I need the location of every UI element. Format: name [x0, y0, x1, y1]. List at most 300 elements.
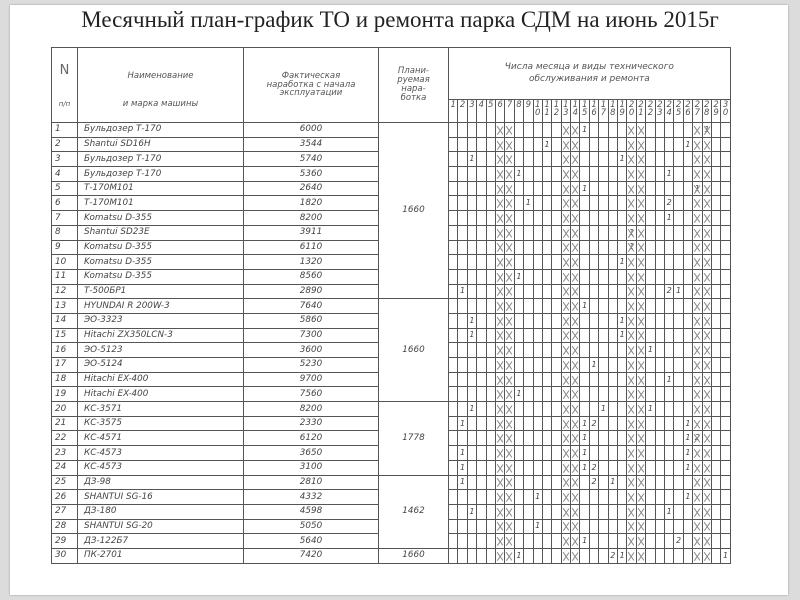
- day-cell: [458, 211, 467, 226]
- day-cell: [721, 460, 730, 475]
- day-header: 24: [664, 100, 673, 123]
- day-cell: [674, 402, 683, 417]
- day-cell: [514, 255, 523, 270]
- day-cell: [636, 504, 645, 519]
- day-cell: [458, 123, 467, 138]
- day-cell: [636, 372, 645, 387]
- day-cell: [664, 137, 673, 152]
- maintenance-mark: 1: [664, 504, 673, 519]
- day-cell: [674, 211, 683, 226]
- day-cell: [683, 534, 692, 549]
- day-cell: [524, 504, 533, 519]
- day-header: 28: [702, 100, 711, 123]
- day-cell: [674, 152, 683, 167]
- day-cell: [636, 313, 645, 328]
- day-cell: [533, 269, 542, 284]
- day-cell: [599, 313, 608, 328]
- day-cell: [674, 225, 683, 240]
- planned-runtime: 1660: [379, 299, 449, 402]
- day-cell: [627, 299, 636, 314]
- row-number: 4: [52, 167, 78, 182]
- day-cell: [627, 372, 636, 387]
- day-cell: [486, 328, 495, 343]
- actual-runtime: 5640: [244, 534, 379, 549]
- day-cell: [467, 240, 476, 255]
- day-cell: [655, 402, 664, 417]
- day-cell: [561, 137, 570, 152]
- day-cell: [636, 152, 645, 167]
- day-cell: [721, 313, 730, 328]
- machine-name: SHANTUI SG-20: [78, 519, 244, 534]
- maintenance-mark: 1: [524, 196, 533, 211]
- day-cell: [702, 152, 711, 167]
- actual-runtime: 7300: [244, 328, 379, 343]
- day-cell: [683, 402, 692, 417]
- day-cell: [608, 460, 617, 475]
- actual-runtime: 6120: [244, 431, 379, 446]
- day-cell: [477, 504, 486, 519]
- day-cell: [449, 372, 458, 387]
- day-cell: [608, 299, 617, 314]
- day-cell: [618, 123, 627, 138]
- day-cell: [477, 431, 486, 446]
- day-cell: [477, 167, 486, 182]
- day-header: 29: [711, 100, 720, 123]
- actual-runtime: 5740: [244, 152, 379, 167]
- day-cell: [571, 387, 580, 402]
- machine-name: КС-3575: [78, 416, 244, 431]
- actual-runtime: 5230: [244, 358, 379, 373]
- day-cell: [561, 123, 570, 138]
- day-cell: [505, 211, 514, 226]
- day-cell: [655, 490, 664, 505]
- day-cell: [664, 255, 673, 270]
- row-number: 9: [52, 240, 78, 255]
- maintenance-mark: 1: [514, 548, 523, 563]
- day-cell: [571, 548, 580, 563]
- day-cell: [467, 284, 476, 299]
- day-cell: [542, 269, 551, 284]
- day-cell: [711, 372, 720, 387]
- day-cell: [711, 460, 720, 475]
- day-cell: [580, 284, 589, 299]
- day-cell: [486, 211, 495, 226]
- day-cell: [627, 431, 636, 446]
- planned-runtime: 1462: [379, 475, 449, 548]
- day-cell: [646, 167, 655, 182]
- day-cell: [571, 269, 580, 284]
- day-cell: [467, 490, 476, 505]
- day-cell: [524, 152, 533, 167]
- day-cell: [646, 387, 655, 402]
- table-body: [52, 123, 731, 564]
- day-cell: [458, 548, 467, 563]
- day-cell: [655, 137, 664, 152]
- day-cell: [542, 490, 551, 505]
- day-cell: [524, 402, 533, 417]
- day-cell: [618, 504, 627, 519]
- day-cell: [524, 240, 533, 255]
- maintenance-mark: 1: [580, 416, 589, 431]
- day-cell: [618, 534, 627, 549]
- day-cell: [599, 299, 608, 314]
- day-cell: [458, 343, 467, 358]
- day-cell: [721, 299, 730, 314]
- day-cell: [458, 387, 467, 402]
- day-cell: [693, 196, 702, 211]
- day-cell: [467, 225, 476, 240]
- day-cell: [702, 460, 711, 475]
- machine-name: Т-170М101: [78, 181, 244, 196]
- day-cell: [524, 225, 533, 240]
- day-cell: [599, 269, 608, 284]
- day-cell: [552, 548, 561, 563]
- day-cell: [571, 137, 580, 152]
- day-cell: [608, 137, 617, 152]
- day-cell: [467, 446, 476, 461]
- maintenance-mark: 1: [683, 460, 692, 475]
- day-cell: [702, 284, 711, 299]
- day-cell: [561, 519, 570, 534]
- maintenance-mark: 1: [664, 372, 673, 387]
- day-cell: [467, 548, 476, 563]
- maintenance-mark: 1: [467, 402, 476, 417]
- maintenance-mark: 1: [693, 181, 702, 196]
- day-cell: [533, 225, 542, 240]
- day-cell: [467, 123, 476, 138]
- day-cell: [467, 255, 476, 270]
- day-cell: [533, 123, 542, 138]
- day-cell: [514, 328, 523, 343]
- day-cell: [571, 490, 580, 505]
- row-number: 29: [52, 534, 78, 549]
- day-cell: [589, 504, 598, 519]
- day-cell: [721, 137, 730, 152]
- day-cell: [636, 490, 645, 505]
- day-cell: [514, 196, 523, 211]
- day-cell: [608, 196, 617, 211]
- day-cell: [542, 181, 551, 196]
- machine-name: ЭО-3323: [78, 313, 244, 328]
- day-cell: [636, 284, 645, 299]
- day-cell: [542, 343, 551, 358]
- day-cell: [721, 490, 730, 505]
- day-cell: [542, 196, 551, 211]
- day-cell: [467, 475, 476, 490]
- day-cell: [561, 402, 570, 417]
- row-number: 14: [52, 313, 78, 328]
- day-cell: [664, 123, 673, 138]
- day-cell: [683, 152, 692, 167]
- day-cell: [646, 196, 655, 211]
- day-cell: [458, 372, 467, 387]
- day-cell: [655, 387, 664, 402]
- header-number-symbol: N: [59, 63, 70, 78]
- day-cell: [693, 416, 702, 431]
- day-cell: [552, 504, 561, 519]
- machine-name: ДЗ-98: [78, 475, 244, 490]
- day-cell: [636, 431, 645, 446]
- day-cell: [646, 534, 655, 549]
- day-cell: [477, 490, 486, 505]
- day-cell: [693, 460, 702, 475]
- day-header: 19: [618, 100, 627, 123]
- day-cell: [514, 152, 523, 167]
- day-cell: [533, 548, 542, 563]
- maintenance-mark: 1: [664, 167, 673, 182]
- day-cell: [552, 196, 561, 211]
- maintenance-mark: 2: [589, 460, 598, 475]
- day-cell: [477, 313, 486, 328]
- day-cell: [674, 328, 683, 343]
- day-cell: [721, 372, 730, 387]
- machine-name: ЭО-5124: [78, 358, 244, 373]
- day-cell: [458, 152, 467, 167]
- day-cell: [477, 475, 486, 490]
- day-cell: [711, 387, 720, 402]
- day-cell: [646, 328, 655, 343]
- day-cell: [636, 181, 645, 196]
- day-cell: [627, 181, 636, 196]
- day-cell: [477, 137, 486, 152]
- day-cell: [636, 460, 645, 475]
- day-cell: [495, 255, 504, 270]
- day-cell: [514, 284, 523, 299]
- day-cell: [552, 269, 561, 284]
- day-cell: [495, 475, 504, 490]
- day-cell: [683, 328, 692, 343]
- day-cell: [533, 431, 542, 446]
- day-cell: [646, 504, 655, 519]
- day-cell: [599, 225, 608, 240]
- day-cell: [524, 446, 533, 461]
- day-cell: [721, 446, 730, 461]
- day-cell: [599, 196, 608, 211]
- table-row: [52, 402, 731, 417]
- day-cell: [711, 504, 720, 519]
- day-cell: [467, 167, 476, 182]
- day-cell: [636, 167, 645, 182]
- day-cell: [711, 152, 720, 167]
- day-cell: [561, 255, 570, 270]
- day-cell: [599, 137, 608, 152]
- day-cell: [477, 460, 486, 475]
- day-cell: [608, 167, 617, 182]
- day-cell: [542, 123, 551, 138]
- day-cell: [552, 225, 561, 240]
- day-cell: [486, 255, 495, 270]
- day-cell: [467, 269, 476, 284]
- day-cell: [552, 181, 561, 196]
- machine-name: Shantui SD16H: [78, 137, 244, 152]
- day-cell: [683, 358, 692, 373]
- day-cell: [711, 225, 720, 240]
- day-cell: [711, 123, 720, 138]
- day-cell: [477, 328, 486, 343]
- day-cell: [618, 372, 627, 387]
- day-cell: [683, 225, 692, 240]
- day-cell: [721, 402, 730, 417]
- day-cell: [646, 358, 655, 373]
- day-cell: [589, 284, 598, 299]
- actual-runtime: 7420: [244, 548, 379, 563]
- actual-runtime: 2810: [244, 475, 379, 490]
- day-cell: [636, 240, 645, 255]
- day-cell: [486, 548, 495, 563]
- day-cell: [589, 431, 598, 446]
- day-cell: [721, 181, 730, 196]
- day-cell: [608, 358, 617, 373]
- day-cell: [608, 519, 617, 534]
- day-cell: [533, 152, 542, 167]
- actual-runtime: 3650: [244, 446, 379, 461]
- actual-runtime: 2640: [244, 181, 379, 196]
- maintenance-mark: 1: [702, 123, 711, 138]
- day-cell: [599, 460, 608, 475]
- day-cell: [505, 167, 514, 182]
- day-cell: [542, 387, 551, 402]
- day-cell: [580, 358, 589, 373]
- day-cell: [505, 402, 514, 417]
- day-cell: [608, 402, 617, 417]
- day-cell: [702, 387, 711, 402]
- day-cell: [486, 167, 495, 182]
- day-cell: [486, 446, 495, 461]
- maintenance-mark: 1: [458, 475, 467, 490]
- machine-name: ДЗ-180: [78, 504, 244, 519]
- header-name-line2: и марка машины: [122, 98, 199, 109]
- day-cell: [495, 225, 504, 240]
- day-cell: [618, 181, 627, 196]
- day-cell: [458, 225, 467, 240]
- day-cell: [449, 181, 458, 196]
- day-cell: [552, 475, 561, 490]
- day-cell: [618, 269, 627, 284]
- day-cell: [561, 431, 570, 446]
- day-cell: [477, 416, 486, 431]
- day-cell: [655, 372, 664, 387]
- day-cell: [561, 504, 570, 519]
- day-cell: [477, 240, 486, 255]
- day-cell: [477, 255, 486, 270]
- day-cell: [702, 372, 711, 387]
- day-cell: [458, 504, 467, 519]
- day-cell: [571, 446, 580, 461]
- machine-name: КС-3571: [78, 402, 244, 417]
- maintenance-mark: 1: [627, 225, 636, 240]
- day-cell: [467, 181, 476, 196]
- day-cell: [683, 181, 692, 196]
- day-cell: [636, 137, 645, 152]
- day-cell: [477, 299, 486, 314]
- machine-name: КС-4573: [78, 446, 244, 461]
- day-cell: [664, 358, 673, 373]
- day-cell: [495, 387, 504, 402]
- day-cell: [542, 475, 551, 490]
- day-cell: [655, 255, 664, 270]
- day-cell: [552, 123, 561, 138]
- day-cell: [608, 123, 617, 138]
- maintenance-mark: 1: [458, 446, 467, 461]
- day-cell: [589, 490, 598, 505]
- day-cell: [542, 152, 551, 167]
- day-cell: [533, 255, 542, 270]
- maintenance-mark: 2: [589, 416, 598, 431]
- maintenance-mark: 1: [674, 284, 683, 299]
- day-cell: [486, 534, 495, 549]
- day-cell: [561, 167, 570, 182]
- day-cell: [655, 284, 664, 299]
- day-cell: [552, 358, 561, 373]
- day-cell: [524, 211, 533, 226]
- day-cell: [505, 269, 514, 284]
- day-cell: [608, 328, 617, 343]
- day-cell: [467, 211, 476, 226]
- day-cell: [589, 328, 598, 343]
- day-cell: [599, 123, 608, 138]
- machine-name: ПК-2701: [78, 548, 244, 563]
- day-cell: [580, 475, 589, 490]
- day-cell: [514, 460, 523, 475]
- day-cell: [542, 372, 551, 387]
- day-cell: [533, 416, 542, 431]
- day-cell: [571, 431, 580, 446]
- day-cell: [571, 240, 580, 255]
- maintenance-mark: 1: [514, 269, 523, 284]
- day-cell: [674, 504, 683, 519]
- table-row: [52, 299, 731, 314]
- row-number: 27: [52, 504, 78, 519]
- day-cell: [561, 490, 570, 505]
- day-cell: [486, 137, 495, 152]
- day-cell: [571, 372, 580, 387]
- day-cell: [477, 402, 486, 417]
- day-cell: [486, 475, 495, 490]
- day-cell: [524, 490, 533, 505]
- day-cell: [486, 284, 495, 299]
- day-cell: [589, 299, 598, 314]
- day-cell: [627, 269, 636, 284]
- day-cell: [458, 181, 467, 196]
- day-cell: [608, 416, 617, 431]
- day-cell: [561, 343, 570, 358]
- day-cell: [599, 504, 608, 519]
- day-cell: [683, 123, 692, 138]
- day-cell: [505, 123, 514, 138]
- actual-runtime: 6000: [244, 123, 379, 138]
- day-cell: [458, 196, 467, 211]
- day-cell: [580, 313, 589, 328]
- machine-name: Hitachi EX-400: [78, 372, 244, 387]
- day-cell: [533, 402, 542, 417]
- day-cell: [589, 387, 598, 402]
- day-cell: [664, 387, 673, 402]
- day-cell: [674, 343, 683, 358]
- day-cell: [721, 519, 730, 534]
- maintenance-mark: 1: [580, 181, 589, 196]
- day-cell: [711, 137, 720, 152]
- day-cell: [646, 475, 655, 490]
- day-cell: [618, 431, 627, 446]
- maintenance-mark: 1: [618, 255, 627, 270]
- day-cell: [599, 490, 608, 505]
- maintenance-mark: 1: [467, 328, 476, 343]
- day-cell: [618, 196, 627, 211]
- day-cell: [683, 255, 692, 270]
- day-cell: [505, 240, 514, 255]
- day-cell: [655, 299, 664, 314]
- day-cell: [711, 211, 720, 226]
